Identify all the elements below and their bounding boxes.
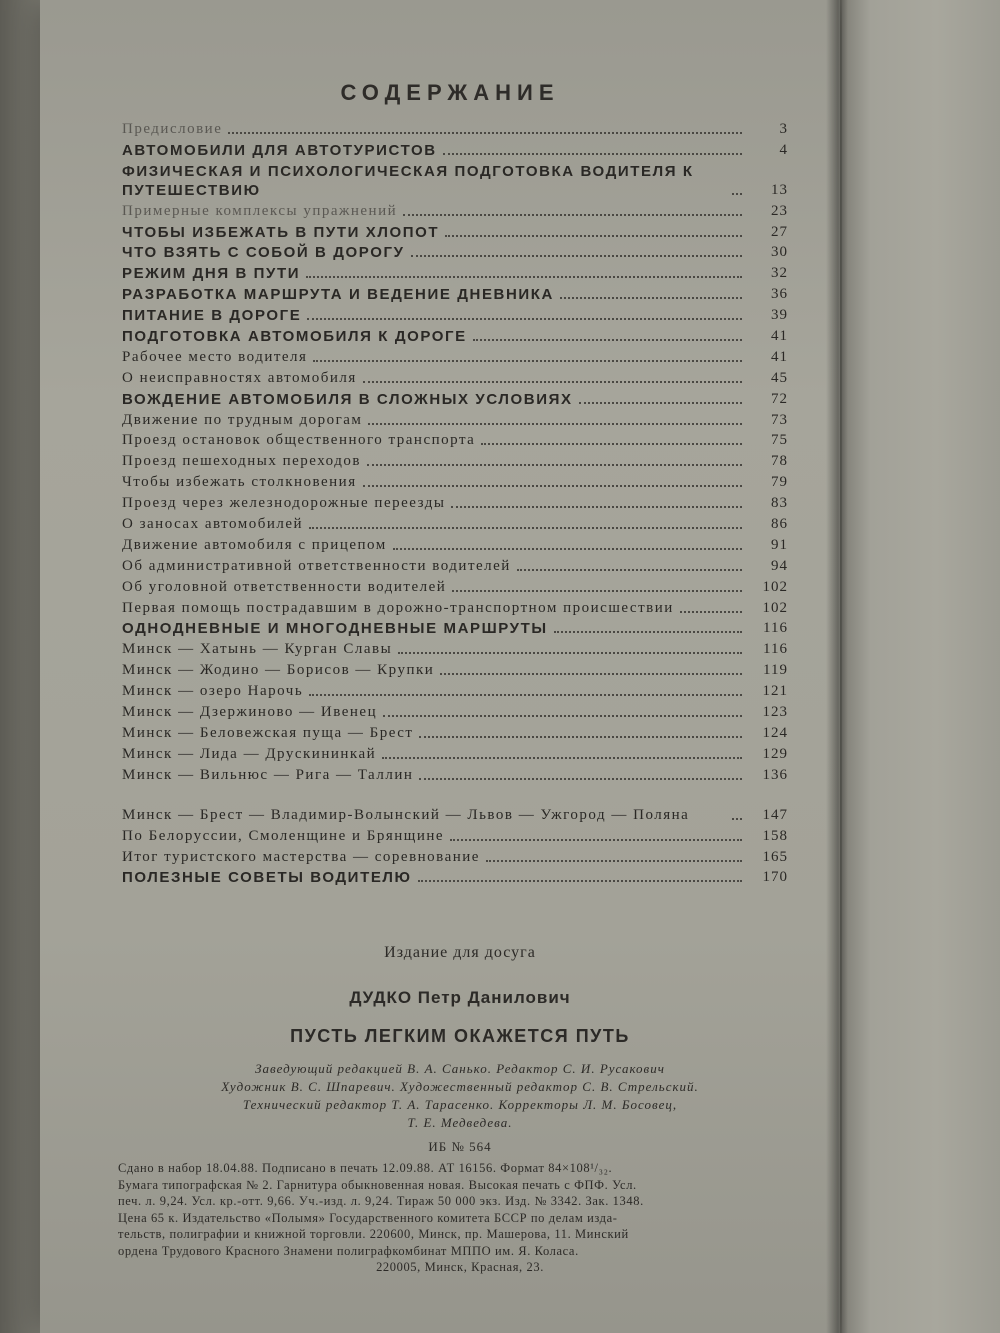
contents-heading: СОДЕРЖАНИЕ [340,80,560,105]
toc-entry-page: 136 [762,766,788,783]
toc-entry [122,242,788,263]
toc-entry [122,118,788,139]
dot-leader [445,235,742,237]
print-line: ордена Трудового Красного Знамени полиграфкомбинат МППО им. Я. Коласа. [118,1243,579,1258]
toc-entry-page: 83 [771,495,788,512]
toc-entry-title: Чтобы избежать столкновения [122,474,357,491]
edition-note: Издание для досуга [384,944,536,961]
toc-entry [122,680,788,701]
toc-entry-title: Об административной ответственности водителей [122,557,511,574]
toc-entry-page: 41 [771,328,788,345]
right-page [842,0,1000,1333]
toc-entry [122,576,788,597]
toc-entry-title: ПОЛЕЗНЫЕ СОВЕТЫ ВОДИТЕЛЮ [122,869,412,887]
author-name: ДУДКО Петр Данилович [349,988,571,1007]
print-line: Цена 65 к. Издательство «Полымя» Государственного комитета БССР по делам изда- [118,1210,618,1225]
dot-leader [481,443,742,445]
toc-entry-page: 30 [771,244,788,261]
toc-entry [122,160,788,200]
toc-entry [122,367,788,388]
toc-entry [122,597,788,618]
toc-entry [122,304,788,325]
dot-leader [368,423,742,425]
toc-entry-page: 158 [762,827,788,844]
toc-entry-title: Минск — Лида — Друскининкай [122,745,377,762]
toc-entry-page: 4 [779,141,788,158]
toc-entry-page: 75 [771,432,788,449]
toc-entry-page: 94 [771,557,788,574]
dot-leader [440,673,742,675]
toc-entry-title: Минск — Жодино — Борисов — Крупки [122,662,435,679]
toc-entry [122,785,788,825]
dot-leader [363,381,742,383]
toc-entry-title: Предисловие [122,120,223,137]
print-line: 220005, Минск, Красная, 23. [376,1260,544,1274]
toc-entry-title: ЧТО ВЗЯТЬ С СОБОЙ В ДОРОГУ [122,244,405,262]
toc-entry-page: 129 [762,745,788,762]
toc-entry-title: ФИЗИЧЕСКАЯ И ПСИХОЛОГИЧЕСКАЯ ПОДГОТОВКА ВОДИТЕЛЯ К ПУТЕШЕСТВИЮ [122,162,694,199]
toc-entry-title: РЕЖИМ ДНЯ В ПУТИ [122,265,301,283]
toc-entry-title: Минск — Брест — Владимир-Волынский — Львов — Ужгород — Поляна [122,806,690,823]
dot-leader [383,715,742,717]
toc-entry-title: Проезд остановок общественного транспорта [122,432,476,449]
toc-entry-title: Об уголовной ответственности водителей [122,578,447,595]
toc-entry-title: ВОЖДЕНИЕ АВТОМОБИЛЯ В СЛОЖНЫХ УСЛОВИЯХ [122,390,573,408]
dot-leader [411,255,742,257]
toc-entry [122,283,788,304]
editorial-credits [118,1060,802,1132]
toc-entry-page: 23 [771,202,788,219]
toc-entry [122,139,788,160]
toc-entry-title: Проезд через железнодорожные переезды [122,495,446,512]
dot-leader [403,214,742,216]
toc-entry-title: Движение автомобиля с прицепом [122,536,387,553]
toc-entry-title: Рабочее место водителя [122,348,308,365]
dot-leader [419,736,742,738]
dot-leader [554,631,742,633]
toc-entry-title: ПОДГОТОВКА АВТОМОБИЛЯ К ДОРОГЕ [122,328,467,346]
toc-entry [122,534,788,555]
dot-leader [363,485,742,487]
toc-entry [122,659,788,680]
toc-entry-page: 36 [771,286,788,303]
toc-entry-page: 116 [763,641,788,658]
dot-leader [367,464,742,466]
toc-entry-title: О неисправностях автомобиля [122,369,357,386]
dot-leader [452,590,742,592]
print-line: тельств, полиграфии и книжной торговли. 220600, Минск, пр. Машерова, 11. Минский [118,1227,629,1241]
toc-entry-page: 41 [771,348,788,365]
toc-entry-page: 121 [762,683,788,700]
toc-entry-page: 123 [762,704,788,721]
ib-number: ИБ № 564 [428,1139,492,1154]
toc-entry [122,846,788,867]
toc-entry [122,388,788,409]
credit-line: Т. Е. Медведева. [407,1115,513,1130]
dot-leader [473,339,742,341]
toc-entry [122,743,788,764]
toc-entry-page: 72 [771,390,788,407]
toc-entry-page: 3 [779,120,788,137]
toc-entry-page: 78 [771,453,788,470]
toc-entry-page: 102 [762,599,788,616]
toc-entry-page: 119 [763,662,788,679]
dot-leader [309,527,742,529]
toc-entry-page: 32 [771,265,788,282]
toc-entry [122,618,788,639]
dot-leader [418,880,742,882]
print-line: Сдано в набор 18.04.88. Подписано в печать 12.09.88. АТ 16156. Формат 84×108¹/₃₂. [118,1161,613,1175]
dot-leader [451,506,742,508]
toc-entry-page: 91 [771,536,788,553]
toc-entry-page: 73 [771,411,788,428]
toc-entry-title: ЧТОБЫ ИЗБЕЖАТЬ В ПУТИ ХЛОПОТ [122,223,440,241]
toc-entry-page: 124 [762,724,788,741]
toc-entry [122,764,788,785]
toc-entry-title: Минск — озеро Нарочь [122,683,304,700]
toc-entry [122,346,788,367]
book-gutter [826,0,848,1333]
toc-entry [122,200,788,221]
toc-entry [122,325,788,346]
toc-entry-title: Проезд пешеходных переходов [122,453,361,470]
toc-entry-title: По Белоруссии, Смоленщине и Брянщине [122,827,445,844]
toc-entry [122,555,788,576]
dot-leader [443,153,742,155]
dot-leader [309,694,742,696]
credit-line: Художник В. С. Шпаревич. Художественный редактор С. В. Стрельский. [221,1079,699,1094]
toc-entry-page: 13 [771,181,788,198]
dot-leader [398,652,742,654]
toc-entry-title: О заносах автомобилей [122,516,304,533]
dot-leader [313,360,742,362]
toc-entry-title: Итог туристского мастерства — соревнование [122,848,480,865]
print-information [118,1160,802,1276]
toc-entry [122,221,788,242]
dot-leader [732,818,742,820]
dot-leader [393,548,742,550]
toc-entry-page: 116 [763,620,788,637]
toc-entry [122,492,788,513]
print-line: печ. л. 9,24. Усл. кр.-отт. 9,66. Уч.-изд. л. 9,24. Тираж 50 000 экз. Изд. № 3342. Зак. 1348. [118,1194,644,1208]
toc-entry [122,701,788,722]
toc-entry-page: 165 [762,848,788,865]
toc-entry-page: 79 [771,474,788,491]
toc-entry-page: 45 [771,369,788,386]
dot-leader [382,757,742,759]
toc-entry [122,430,788,451]
toc-entry [122,513,788,534]
dot-leader [486,860,742,862]
toc-entry-title: Первая помощь пострадавшим в дорожно-транспортном происшествии [122,599,674,616]
toc-entry-title: Минск — Беловежская пуща — Брест [122,724,414,741]
dot-leader [560,297,742,299]
toc-entry [122,867,788,888]
dot-leader [517,569,742,571]
toc-entry-page: 147 [762,806,788,823]
dot-leader [228,132,742,134]
toc-entry-title: АВТОМОБИЛИ ДЛЯ АВТОТУРИСТОВ [122,141,437,159]
dot-leader [307,318,742,320]
toc-entry [122,471,788,492]
toc-entry-title: РАЗРАБОТКА МАРШРУТА И ВЕДЕНИЕ ДНЕВНИКА [122,286,554,304]
toc-entry [122,638,788,659]
table-of-contents [122,118,788,887]
toc-entry-page: 170 [762,869,788,886]
toc-entry-title: Минск — Вильнюс — Рига — Таллин [122,766,414,783]
dot-leader [450,839,742,841]
toc-entry-title: ПИТАНИЕ В ДОРОГЕ [122,307,302,325]
book-title: ПУСТЬ ЛЕГКИМ ОКАЖЕТСЯ ПУТЬ [290,1026,630,1046]
print-line: Бумага типографская № 2. Гарнитура обыкновенная новая. Высокая печать с ФПФ. Усл. [118,1177,637,1192]
toc-entry-page: 102 [762,578,788,595]
toc-entry-page: 86 [771,516,788,533]
dot-leader [732,193,742,195]
toc-entry-title: Минск — Хатынь — Курган Славы [122,641,393,658]
toc-entry [122,450,788,471]
toc-entry-title: Движение по трудным дорогам [122,411,363,428]
toc-entry [122,722,788,743]
toc-entry [122,409,788,430]
toc-entry-title: Минск — Дзержиново — Ивенец [122,704,378,721]
toc-entry-title: ОДНОДНЕВНЫЕ И МНОГОДНЕВНЫЕ МАРШРУТЫ [122,620,548,638]
toc-entry [122,262,788,283]
toc-entry-page: 39 [771,307,788,324]
toc-entry-title: Примерные комплексы упражнений [122,202,398,219]
toc-entry-page: 27 [771,223,788,240]
dot-leader [680,611,742,613]
credit-line: Заведующий редакцией В. А. Санько. Редактор С. И. Русакович [255,1061,665,1076]
dot-leader [419,778,742,780]
credit-line: Технический редактор Т. А. Тарасенко. Корректоры Л. М. Босовец, [242,1097,678,1112]
toc-entry [122,825,788,846]
dot-leader [306,276,742,278]
dot-leader [579,402,742,404]
